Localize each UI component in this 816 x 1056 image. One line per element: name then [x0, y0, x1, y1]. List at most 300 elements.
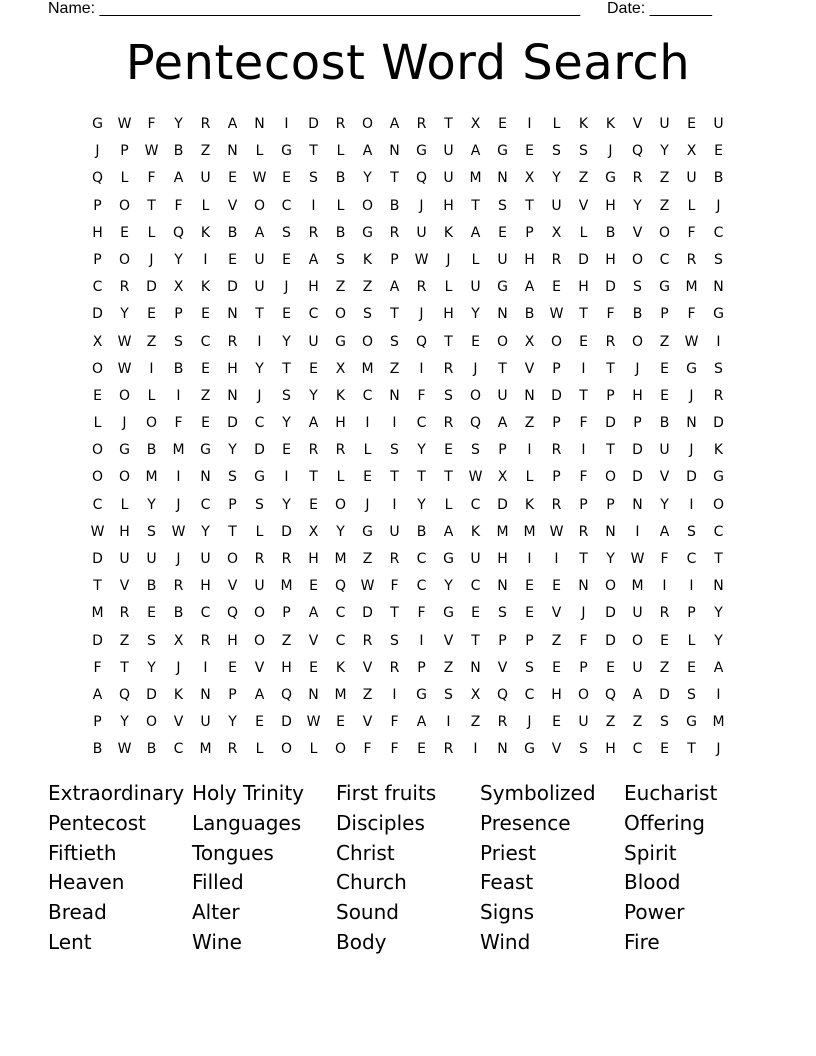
- grid-letter: T: [390, 170, 399, 187]
- grid-letter: Z: [389, 360, 400, 377]
- grid-letter: A: [470, 143, 481, 160]
- grid-letter: E: [660, 741, 669, 758]
- grid-letter: Z: [605, 714, 616, 731]
- grid-letter: F: [174, 415, 183, 432]
- grid-letter: F: [606, 306, 615, 323]
- word-list-item: Wine: [192, 929, 242, 954]
- grid-letter: W: [252, 170, 267, 187]
- grid-letter: A: [632, 686, 643, 703]
- grid-letter: H: [281, 659, 292, 676]
- grid-letter: I: [365, 415, 370, 432]
- grid-letter: M: [280, 578, 293, 595]
- grid-letter: Q: [226, 605, 239, 622]
- grid-letter: A: [173, 170, 184, 187]
- grid-letter: N: [578, 578, 589, 595]
- grid-letter: C: [335, 605, 346, 622]
- grid-letter: T: [579, 387, 588, 404]
- grid-letter: S: [498, 605, 507, 622]
- grid-letter: V: [524, 360, 535, 377]
- word-list: [48, 779, 768, 958]
- grid-letter: O: [118, 251, 131, 268]
- grid-letter: N: [227, 143, 238, 160]
- grid-letter: B: [146, 442, 157, 459]
- grid-letter: O: [361, 197, 374, 214]
- grid-letter: K: [605, 116, 616, 132]
- grid-letter: G: [524, 741, 535, 758]
- grid-letter: B: [227, 224, 238, 241]
- grid-letter: H: [605, 741, 616, 758]
- grid-letter: V: [362, 714, 373, 731]
- grid-letter: H: [92, 224, 103, 241]
- grid-letter: P: [417, 659, 426, 676]
- word-list-item: Body: [336, 929, 387, 954]
- grid-letter: O: [361, 333, 374, 350]
- grid-letter: Y: [309, 387, 318, 404]
- grid-letter: J: [176, 551, 181, 567]
- grid-letter: T: [93, 578, 102, 595]
- grid-row: [84, 247, 732, 274]
- grid-letter: R: [416, 279, 427, 296]
- grid-letter: I: [176, 387, 181, 404]
- grid-letter: U: [254, 279, 265, 296]
- word-list-item: Holy Trinity: [192, 781, 304, 805]
- grid-letter: F: [390, 714, 399, 731]
- grid-letter: G: [416, 143, 427, 160]
- grid-letter: H: [524, 251, 535, 268]
- grid-letter: P: [228, 496, 237, 513]
- grid-letter: G: [605, 170, 616, 187]
- grid-letter: M: [469, 170, 482, 187]
- grid-letter: E: [336, 714, 345, 731]
- grid-letter: V: [551, 605, 562, 622]
- grid-letter: J: [446, 251, 451, 268]
- grid-letter: K: [200, 224, 211, 241]
- grid-letter: O: [253, 197, 266, 214]
- grid-letter: N: [605, 523, 616, 540]
- grid-letter: T: [282, 360, 291, 377]
- grid-letter: F: [147, 170, 156, 187]
- grid-letter: Y: [633, 197, 642, 214]
- grid-letter: V: [659, 469, 670, 486]
- grid-letter: U: [686, 170, 697, 187]
- grid-letter: H: [227, 632, 238, 649]
- grid-letter: A: [254, 224, 265, 241]
- word-list-item: Lent: [48, 929, 92, 954]
- grid-letter: C: [200, 333, 211, 350]
- grid-letter: Y: [471, 306, 480, 323]
- grid-letter: B: [173, 605, 184, 622]
- grid-letter: R: [335, 442, 346, 459]
- grid-letter: S: [444, 387, 453, 404]
- grid-letter: C: [92, 279, 103, 296]
- word-list-item: Spirit: [624, 840, 677, 865]
- grid-letter: E: [363, 469, 372, 486]
- grid-row: [84, 193, 732, 220]
- grid-letter: F: [390, 578, 399, 595]
- grid-letter: G: [335, 333, 346, 350]
- grid-letter: B: [416, 523, 427, 540]
- grid-letter: D: [605, 632, 616, 649]
- grid-letter: Q: [631, 143, 644, 160]
- grid-letter: Y: [660, 496, 669, 513]
- grid-row: [84, 165, 732, 192]
- grid-letter: J: [284, 279, 289, 296]
- grid-letter: L: [363, 442, 372, 459]
- grid-letter: I: [689, 496, 694, 513]
- grid-letter: S: [633, 279, 642, 296]
- grid-letter: O: [631, 333, 644, 350]
- grid-letter: S: [552, 143, 561, 160]
- grid-letter: X: [524, 333, 535, 350]
- grid-letter: L: [120, 496, 129, 513]
- grid-letter: R: [308, 442, 319, 459]
- grid-letter: K: [713, 442, 724, 459]
- grid-letter: N: [497, 170, 508, 187]
- grid-letter: W: [549, 306, 564, 323]
- grid-letter: O: [118, 387, 131, 404]
- grid-letter: E: [228, 659, 237, 676]
- grid-letter: O: [253, 605, 266, 622]
- grid-letter: J: [176, 659, 181, 676]
- grid-letter: U: [416, 224, 427, 241]
- grid-letter: U: [254, 578, 265, 595]
- grid-row: [84, 356, 732, 383]
- grid-letter: U: [470, 279, 481, 296]
- grid-letter: V: [308, 632, 319, 649]
- grid-letter: Z: [659, 333, 670, 350]
- grid-letter: X: [308, 523, 319, 540]
- grid-letter: C: [713, 224, 724, 241]
- grid-letter: E: [282, 306, 291, 323]
- header-line: [48, 0, 748, 20]
- grid-letter: R: [578, 523, 589, 540]
- grid-letter: I: [581, 442, 586, 459]
- grid-letter: T: [444, 116, 453, 132]
- grid-letter: O: [577, 686, 590, 703]
- grid-letter: S: [444, 686, 453, 703]
- word-list-item: Disciples: [336, 810, 425, 835]
- grid-row: [84, 301, 732, 328]
- grid-letter: E: [525, 143, 534, 160]
- grid-letter: H: [605, 251, 616, 268]
- grid-letter: T: [687, 741, 696, 758]
- grid-row: [84, 464, 732, 491]
- grid-letter: J: [581, 605, 586, 622]
- grid-letter: E: [255, 714, 264, 731]
- grid-letter: W: [360, 578, 375, 595]
- grid-letter: Y: [228, 714, 237, 731]
- grid-letter: T: [579, 551, 588, 567]
- grid-letter: P: [552, 360, 561, 377]
- grid-letter: Z: [200, 387, 211, 404]
- grid-letter: F: [417, 605, 426, 622]
- grid-row: [84, 546, 732, 573]
- grid-letter: C: [470, 496, 481, 513]
- grid-letter: L: [147, 224, 156, 241]
- grid-letter: T: [714, 551, 723, 567]
- grid-letter: V: [173, 714, 184, 731]
- grid-letter: Y: [174, 251, 183, 268]
- grid-letter: O: [226, 551, 239, 567]
- grid-letter: W: [90, 523, 105, 540]
- grid-letter: I: [419, 360, 424, 377]
- grid-letter: Q: [91, 170, 104, 187]
- grid-letter: P: [606, 496, 615, 513]
- grid-letter: P: [174, 306, 183, 323]
- grid-letter: Y: [714, 632, 723, 649]
- grid-letter: Z: [119, 632, 130, 649]
- grid-letter: L: [255, 143, 264, 160]
- word-list-item: Extraordinary: [48, 781, 185, 805]
- grid-letter: K: [524, 496, 535, 513]
- grid-letter: P: [552, 469, 561, 486]
- grid-letter: R: [389, 224, 400, 241]
- grid-letter: G: [362, 224, 373, 241]
- grid-letter: U: [578, 714, 589, 731]
- grid-letter: Y: [120, 306, 129, 323]
- grid-letter: D: [281, 714, 292, 731]
- grid-letter: F: [579, 632, 588, 649]
- grid-letter: Z: [659, 659, 670, 676]
- grid-letter: S: [714, 360, 723, 377]
- grid-letter: J: [608, 143, 613, 160]
- grid-letter: O: [550, 333, 563, 350]
- grid-letter: E: [228, 251, 237, 268]
- grid-letter: V: [551, 741, 562, 758]
- grid-letter: D: [551, 387, 562, 404]
- grid-letter: D: [227, 415, 238, 432]
- grid-letter: A: [92, 686, 103, 703]
- grid-letter: P: [633, 415, 642, 432]
- grid-letter: K: [362, 251, 373, 268]
- grid-letter: T: [498, 360, 507, 377]
- grid-letter: F: [390, 741, 399, 758]
- grid-letter: O: [334, 306, 347, 323]
- grid-letter: R: [254, 551, 265, 567]
- grid-letter: A: [362, 143, 373, 160]
- grid-letter: B: [389, 197, 400, 214]
- grid-letter: G: [362, 523, 373, 540]
- grid-letter: O: [604, 469, 617, 486]
- grid-letter: C: [92, 496, 103, 513]
- grid-letter: R: [173, 578, 184, 595]
- grid-letter: Q: [496, 686, 509, 703]
- grid-letter: E: [417, 741, 426, 758]
- grid-letter: S: [390, 442, 399, 459]
- grid-letter: D: [254, 442, 265, 459]
- grid-letter: R: [443, 741, 454, 758]
- grid-letter: F: [93, 659, 102, 676]
- grid-letter: Z: [146, 333, 157, 350]
- grid-letter: G: [92, 116, 103, 132]
- grid-letter: I: [284, 116, 289, 132]
- grid-letter: E: [93, 387, 102, 404]
- grid-letter: T: [606, 442, 615, 459]
- grid-letter: I: [392, 415, 397, 432]
- grid-letter: X: [173, 279, 184, 296]
- grid-letter: Y: [552, 170, 561, 187]
- grid-letter: D: [146, 279, 157, 296]
- grid-letter: C: [686, 551, 697, 567]
- grid-letter: K: [335, 387, 346, 404]
- grid-letter: E: [687, 116, 696, 132]
- grid-letter: Z: [551, 632, 562, 649]
- grid-letter: E: [606, 659, 615, 676]
- grid-letter: L: [93, 415, 102, 432]
- grid-letter: N: [524, 387, 535, 404]
- grid-letter: N: [227, 306, 238, 323]
- grid-letter: Q: [415, 333, 428, 350]
- grid-letter: H: [119, 523, 130, 540]
- grid-letter: T: [471, 197, 480, 214]
- grid-letter: G: [416, 686, 427, 703]
- grid-letter: V: [578, 197, 589, 214]
- grid-letter: U: [497, 387, 508, 404]
- grid-letter: M: [685, 279, 698, 296]
- grid-letter: G: [443, 605, 454, 622]
- grid-letter: R: [389, 659, 400, 676]
- grid-letter: R: [308, 224, 319, 241]
- grid-letter: Y: [444, 578, 453, 595]
- grid-letter: G: [443, 551, 454, 567]
- grid-letter: S: [390, 632, 399, 649]
- grid-letter: W: [117, 333, 132, 350]
- grid-letter: J: [95, 143, 100, 160]
- word-list-item: Filled: [192, 870, 244, 895]
- grid-letter: H: [632, 387, 643, 404]
- grid-letter: O: [91, 360, 104, 377]
- grid-letter: J: [527, 714, 532, 731]
- grid-letter: N: [686, 415, 697, 432]
- grid-letter: R: [389, 551, 400, 567]
- grid-row: [84, 138, 732, 165]
- grid-letter: W: [468, 469, 483, 486]
- grid-letter: A: [713, 659, 724, 676]
- grid-letter: T: [417, 469, 426, 486]
- grid-letter: L: [444, 496, 453, 513]
- grid-letter: O: [91, 442, 104, 459]
- grid-letter: C: [200, 605, 211, 622]
- grid-letter: R: [605, 333, 616, 350]
- grid-letter: R: [416, 116, 427, 132]
- grid-letter: T: [390, 469, 399, 486]
- grid-letter: P: [687, 605, 696, 622]
- grid-letter: I: [527, 551, 532, 567]
- grid-letter: L: [147, 387, 156, 404]
- grid-letter: E: [687, 659, 696, 676]
- grid-letter: V: [362, 659, 373, 676]
- grid-row: [84, 600, 732, 627]
- grid-letter: O: [118, 197, 131, 214]
- grid-letter: Z: [362, 279, 373, 296]
- grid-letter: Z: [362, 551, 373, 567]
- grid-letter: M: [172, 442, 185, 459]
- grid-letter: E: [228, 170, 237, 187]
- grid-letter: F: [174, 197, 183, 214]
- grid-letter: M: [361, 360, 374, 377]
- grid-letter: X: [686, 143, 697, 160]
- grid-letter: S: [714, 251, 723, 268]
- grid-letter: U: [200, 714, 211, 731]
- grid-letter: C: [416, 578, 427, 595]
- grid-letter: R: [119, 279, 130, 296]
- grid-letter: T: [606, 360, 615, 377]
- grid-letter: J: [716, 741, 721, 758]
- grid-letter: Y: [606, 551, 615, 567]
- grid-letter: X: [92, 333, 103, 350]
- grid-letter: E: [471, 333, 480, 350]
- grid-letter: D: [92, 306, 103, 323]
- grid-letter: B: [146, 741, 157, 758]
- grid-letter: C: [335, 632, 346, 649]
- grid-letter: E: [120, 224, 129, 241]
- grid-letter: A: [524, 279, 535, 296]
- grid-letter: Z: [281, 632, 292, 649]
- name-field-label: Name: ______________________________________________________: [48, 0, 581, 17]
- grid-letter: H: [578, 279, 589, 296]
- grid-letter: Z: [362, 686, 373, 703]
- grid-letter: Y: [147, 659, 156, 676]
- grid-letter: U: [389, 523, 400, 540]
- grid-row: [84, 492, 732, 519]
- grid-letter: G: [686, 714, 697, 731]
- grid-letter: P: [93, 251, 102, 268]
- grid-letter: E: [525, 578, 534, 595]
- grid-letter: R: [443, 415, 454, 432]
- grid-letter: R: [686, 251, 697, 268]
- grid-letter: W: [117, 360, 132, 377]
- grid-letter: E: [147, 605, 156, 622]
- grid-letter: F: [417, 387, 426, 404]
- word-list-item: Bread: [48, 900, 107, 925]
- grid-letter: N: [200, 686, 211, 703]
- grid-letter: I: [311, 197, 316, 214]
- grid-letter: P: [120, 143, 129, 160]
- grid-letter: Y: [660, 143, 669, 160]
- grid-letter: N: [497, 306, 508, 323]
- grid-letter: D: [632, 442, 643, 459]
- grid-letter: P: [552, 415, 561, 432]
- grid-letter: E: [201, 360, 210, 377]
- grid-letter: C: [416, 551, 427, 567]
- grid-letter: N: [632, 496, 643, 513]
- grid-letter: R: [551, 496, 562, 513]
- grid-letter: R: [281, 551, 292, 567]
- grid-letter: S: [471, 442, 480, 459]
- grid-letter: E: [282, 251, 291, 268]
- grid-letter: K: [200, 279, 211, 296]
- grid-letter: N: [200, 469, 211, 486]
- grid-letter: P: [525, 224, 534, 241]
- grid-letter: B: [173, 143, 184, 160]
- grid-letter: O: [361, 116, 374, 132]
- grid-letter: R: [200, 116, 211, 132]
- grid-letter: U: [497, 251, 508, 268]
- grid-letter: H: [605, 197, 616, 214]
- grid-letter: D: [578, 251, 589, 268]
- word-list-item: Heaven: [48, 870, 125, 895]
- grid-letter: K: [470, 523, 481, 540]
- word-list-item: Fiftieth: [48, 840, 117, 865]
- grid-letter: M: [334, 686, 347, 703]
- grid-letter: A: [308, 251, 319, 268]
- grid-letter: X: [335, 360, 346, 377]
- grid-letter: P: [498, 442, 507, 459]
- grid-letter: X: [524, 170, 535, 187]
- grid-letter: S: [579, 741, 588, 758]
- grid-row: [84, 736, 732, 763]
- grid-letter: J: [122, 415, 127, 432]
